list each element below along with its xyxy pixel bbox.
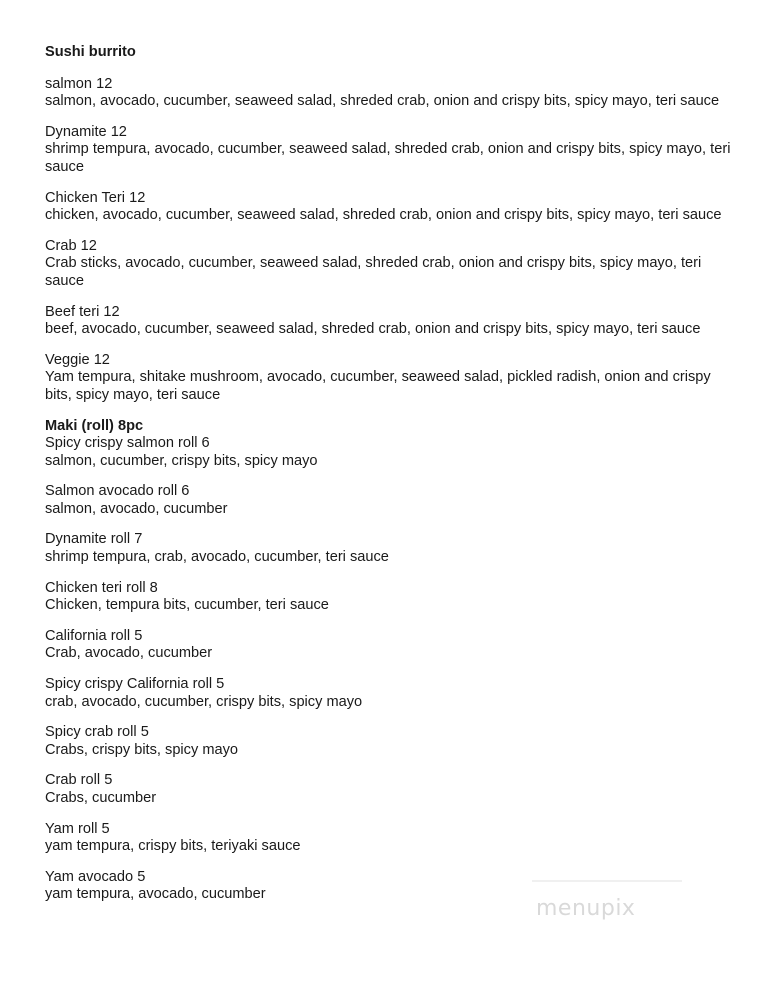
item-name: Dynamite roll 7 [45, 531, 143, 548]
item-description: yam tempura, avocado, cucumber [45, 886, 266, 903]
menu-item [45, 304, 735, 339]
item-name: Crab roll 5 [45, 772, 113, 789]
item-description: salmon, avocado, cucumber [45, 500, 228, 517]
item-description: Yam tempura, shitake mushroom, avocado, cucumber, seaweed salad, pickled radish, onion and crispy bits, spicy mayo, teri sauce [45, 369, 711, 403]
item-name: salmon 12 [45, 75, 113, 92]
menu-item [45, 821, 735, 856]
menu-item [45, 76, 735, 111]
item-name: Spicy crispy California roll 5 [45, 676, 225, 693]
item-name: Yam roll 5 [45, 820, 110, 837]
watermark-divider [532, 880, 682, 882]
section-title: Sushi burrito [45, 44, 136, 60]
watermark-logo: menupix [536, 896, 636, 921]
menu-item [45, 772, 735, 807]
menu-item [45, 724, 735, 759]
section-maki [45, 418, 735, 904]
item-name: Veggie 12 [45, 351, 110, 368]
item-description: yam tempura, crispy bits, teriyaki sauce [45, 838, 301, 855]
item-name: California roll 5 [45, 627, 143, 644]
item-name: Beef teri 12 [45, 303, 120, 320]
menu-page [45, 44, 735, 904]
section-sushi-burrito [45, 44, 735, 405]
menu-item [45, 580, 735, 615]
menu-item [45, 190, 735, 225]
menu-item [45, 238, 735, 291]
item-name: Chicken teri roll 8 [45, 579, 158, 596]
menu-item [45, 352, 735, 405]
item-description: Crabs, cucumber [45, 790, 157, 806]
item-description: beef, avocado, cucumber, seaweed salad, shreded crab, onion and crispy bits, spicy mayo, teri sauce [45, 321, 701, 338]
item-description: Crab, avocado, cucumber [45, 645, 213, 662]
menu-item [45, 676, 735, 711]
item-description: Crab sticks, avocado, cucumber, seaweed salad, shreded crab, onion and crispy bits, spicy mayo, teri sauce [45, 255, 702, 289]
menu-item [45, 483, 735, 518]
item-description: Chicken, tempura bits, cucumber, teri sauce [45, 597, 329, 614]
item-description: shrimp tempura, avocado, cucumber, seaweed salad, shreded crab, onion and crispy bits, spicy mayo, teri sauce [45, 141, 731, 175]
item-name: Spicy crab roll 5 [45, 724, 149, 741]
item-name: Chicken Teri 12 [45, 189, 146, 206]
item-name: Salmon avocado roll 6 [45, 483, 190, 500]
menu-item [45, 628, 735, 663]
item-description: crab, avocado, cucumber, crispy bits, spicy mayo [45, 693, 363, 710]
item-name: Spicy crispy salmon roll 6 [45, 435, 210, 452]
section-title: Maki (roll) 8pc [45, 417, 144, 434]
item-description: Crabs, crispy bits, spicy mayo [45, 741, 239, 758]
item-name: Crab 12 [45, 237, 97, 254]
item-name: Yam avocado 5 [45, 868, 146, 885]
item-description: chicken, avocado, cucumber, seaweed salad, shreded crab, onion and crispy bits, spicy mayo, teri sauce [45, 207, 722, 224]
item-description: salmon, cucumber, crispy bits, spicy mayo [45, 452, 318, 469]
menu-item [45, 435, 735, 470]
menu-item [45, 124, 735, 177]
item-description: shrimp tempura, crab, avocado, cucumber, teri sauce [45, 549, 389, 566]
item-name: Dynamite 12 [45, 123, 127, 140]
item-description: salmon, avocado, cucumber, seaweed salad, shreded crab, onion and crispy bits, spicy mayo, teri sauce [45, 93, 720, 110]
menu-item [45, 531, 735, 566]
